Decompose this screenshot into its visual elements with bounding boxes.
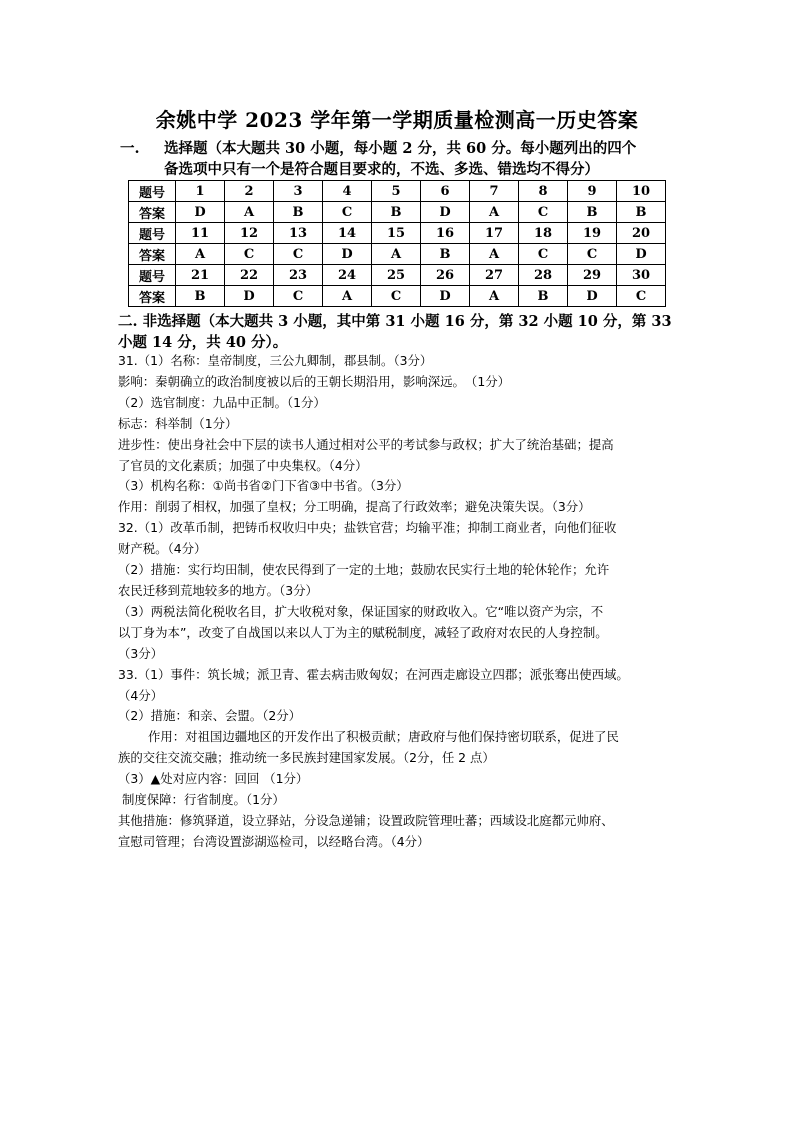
table-cell: C xyxy=(225,244,274,265)
q32-3-score: （3分） xyxy=(118,645,164,661)
section-one-number: 一. xyxy=(120,140,140,157)
row-label: 题号 xyxy=(129,265,176,286)
table-cell: D xyxy=(176,202,225,223)
table-row xyxy=(129,181,666,202)
table-cell: 8 xyxy=(519,181,568,202)
table-cell: 30 xyxy=(617,265,666,286)
table-cell: C xyxy=(519,244,568,265)
row-label: 答案 xyxy=(129,202,176,223)
section-one-heading xyxy=(120,138,680,180)
section-two-heading-line-1: 二. 非选择题（本大题共 3 小题，其中第 31 小题 16 分，第 32 小题 10 分，第 33 xyxy=(118,313,672,330)
q31-1-line: 31.（1）名称：皇帝制度，三公九卿制，郡县制。（3分） xyxy=(118,353,433,368)
table-cell: 25 xyxy=(372,265,421,286)
q31-2-mark-line: 标志：科举制（1分） xyxy=(118,415,238,431)
q33-3-other-line-cont: 宣慰司管理；台湾设置澎湖巡检司，以经略台湾。（4分） xyxy=(118,833,430,849)
table-cell: A xyxy=(470,244,519,265)
table-cell: 12 xyxy=(225,223,274,244)
table-cell: B xyxy=(519,286,568,307)
table-cell: 18 xyxy=(519,223,568,244)
q33-1-line: 33.（1）事件：筑长城；派卫青、霍去病击败匈奴；在河西走廊设立四郡；派张骞出使西域。 xyxy=(118,666,629,682)
q31-3-effect-line: 作用：削弱了相权，加强了皇权；分工明确，提高了行政效率；避免决策失误。（3分） xyxy=(118,499,591,515)
table-cell: C xyxy=(274,244,323,265)
table-cell: A xyxy=(470,286,519,307)
q31-2-progress-line-cont: 了官员的文化素质；加强了中央集权。（4分） xyxy=(118,457,368,473)
table-row xyxy=(129,286,666,307)
table-cell: 3 xyxy=(274,181,323,202)
table-cell: 23 xyxy=(274,265,323,286)
table-cell: A xyxy=(323,286,372,307)
table-cell: 21 xyxy=(176,265,225,286)
table-cell: 24 xyxy=(323,265,372,286)
q33-3-line: （3）▲处对应内容：回回 （1分） xyxy=(118,771,309,787)
table-cell: D xyxy=(421,286,470,307)
section-one-heading-text: 选择题（本大题共 30 小题，每小题 2 分，共 60 分。每小题列出的四个 xyxy=(164,140,637,157)
table-cell: A xyxy=(470,202,519,223)
table-cell: 6 xyxy=(421,181,470,202)
section-two-heading-line-2: 小题 14 分，共 40 分）。 xyxy=(118,334,288,351)
table-cell: 11 xyxy=(176,223,225,244)
q33-3-system-line: 制度保障：行省制度。（1分） xyxy=(122,792,285,808)
row-label: 答案 xyxy=(129,286,176,307)
table-cell: B xyxy=(274,202,323,223)
table-cell: 10 xyxy=(617,181,666,202)
q31-3-line: （3）机构名称：①尚书省②门下省③中书省。（3分） xyxy=(118,478,409,494)
table-cell: A xyxy=(372,244,421,265)
table-cell: C xyxy=(617,286,666,307)
table-cell: C xyxy=(519,202,568,223)
answer-text xyxy=(118,351,684,853)
q31-2-line: （2）选官制度：九品中正制。（1分） xyxy=(118,394,326,410)
table-cell: A xyxy=(225,202,274,223)
table-cell: 13 xyxy=(274,223,323,244)
q33-2-effect-line: 作用：对祖国边疆地区的开发作出了积极贡献；唐政府与他们保持密切联系，促进了民 xyxy=(148,729,619,745)
table-cell: 9 xyxy=(568,181,617,202)
table-cell: 2 xyxy=(225,181,274,202)
table-cell: 16 xyxy=(421,223,470,244)
table-cell: C xyxy=(372,286,421,307)
q32-3-line-cont: 以丁身为本”，改变了自战国以来以人丁为主的赋税制度，减轻了政府对农民的人身控制。 xyxy=(118,624,608,640)
table-cell: D xyxy=(421,202,470,223)
table-cell: 19 xyxy=(568,223,617,244)
q33-3-other-line: 其他措施：修筑驿道，设立驿站，分设急递铺；设置政院管理吐蕃；西域设北庭都元帅府、 xyxy=(118,812,614,828)
table-cell: C xyxy=(568,244,617,265)
table-cell: 28 xyxy=(519,265,568,286)
answer-table xyxy=(128,180,666,307)
table-cell: 14 xyxy=(323,223,372,244)
table-cell: 29 xyxy=(568,265,617,286)
table-cell: D xyxy=(323,244,372,265)
table-row xyxy=(129,265,666,286)
q33-2-effect-line-cont: 族的交往交流交融；推动统一多民族封建国家发展。（2分，任 2 点） xyxy=(118,750,495,766)
q32-1-line-cont: 财产税。（4分） xyxy=(118,541,207,557)
page-title: 余姚中学 2023 学年第一学期质量检测高一历史答案 xyxy=(155,108,639,132)
q32-2-line: （2）措施：实行均田制，使农民得到了一定的土地；鼓励农民实行土地的轮休轮作；允许 xyxy=(118,562,610,578)
table-cell: 1 xyxy=(176,181,225,202)
q31-1-impact-line: 影响：秦朝确立的政治制度被以后的王朝长期沿用，影响深远。 （1分） xyxy=(118,373,510,389)
table-cell: 7 xyxy=(470,181,519,202)
q32-2-line-cont: 农民迁移到荒地较多的地方。（3分） xyxy=(118,582,318,598)
table-row xyxy=(129,223,666,244)
q32-1-line: 32.（1）改革币制，把铸币权收归中央；盐铁官营；均输平准；抑制工商业者，向他们征收 xyxy=(118,520,617,536)
table-cell: B xyxy=(421,244,470,265)
q32-3-line: （3）两税法简化税收名目，扩大收税对象，保证国家的财政收入。它“唯以资产为宗，不 xyxy=(118,603,604,619)
table-cell: B xyxy=(617,202,666,223)
section-one-line-1 xyxy=(120,138,680,159)
table-cell: D xyxy=(568,286,617,307)
table-cell: 4 xyxy=(323,181,372,202)
table-cell: B xyxy=(176,286,225,307)
q33-2-line: （2）措施：和亲、会盟。（2分） xyxy=(118,708,302,724)
section-two-heading xyxy=(118,311,684,353)
table-cell: 5 xyxy=(372,181,421,202)
table-row xyxy=(129,202,666,223)
section-one-heading-line-2: 备选项中只有一个是符合题目要求的，不选、多选、错选均不得分） xyxy=(164,161,599,178)
q31-2-progress-line: 进步性：使出身社会中下层的读书人通过相对公平的考试参与政权；扩大了统治基础；提高 xyxy=(118,436,614,452)
row-label: 题号 xyxy=(129,181,176,202)
table-cell: B xyxy=(372,202,421,223)
row-label: 答案 xyxy=(129,244,176,265)
table-cell: C xyxy=(323,202,372,223)
table-cell: 22 xyxy=(225,265,274,286)
table-cell: 27 xyxy=(470,265,519,286)
table-cell: D xyxy=(617,244,666,265)
table-cell: 17 xyxy=(470,223,519,244)
row-label: 题号 xyxy=(129,223,176,244)
table-cell: A xyxy=(176,244,225,265)
table-cell: 20 xyxy=(617,223,666,244)
q33-1-score: （4分） xyxy=(118,687,164,703)
table-cell: C xyxy=(274,286,323,307)
table-row xyxy=(129,244,666,265)
table-cell: 26 xyxy=(421,265,470,286)
table-cell: D xyxy=(225,286,274,307)
table-cell: 15 xyxy=(372,223,421,244)
table-cell: B xyxy=(568,202,617,223)
